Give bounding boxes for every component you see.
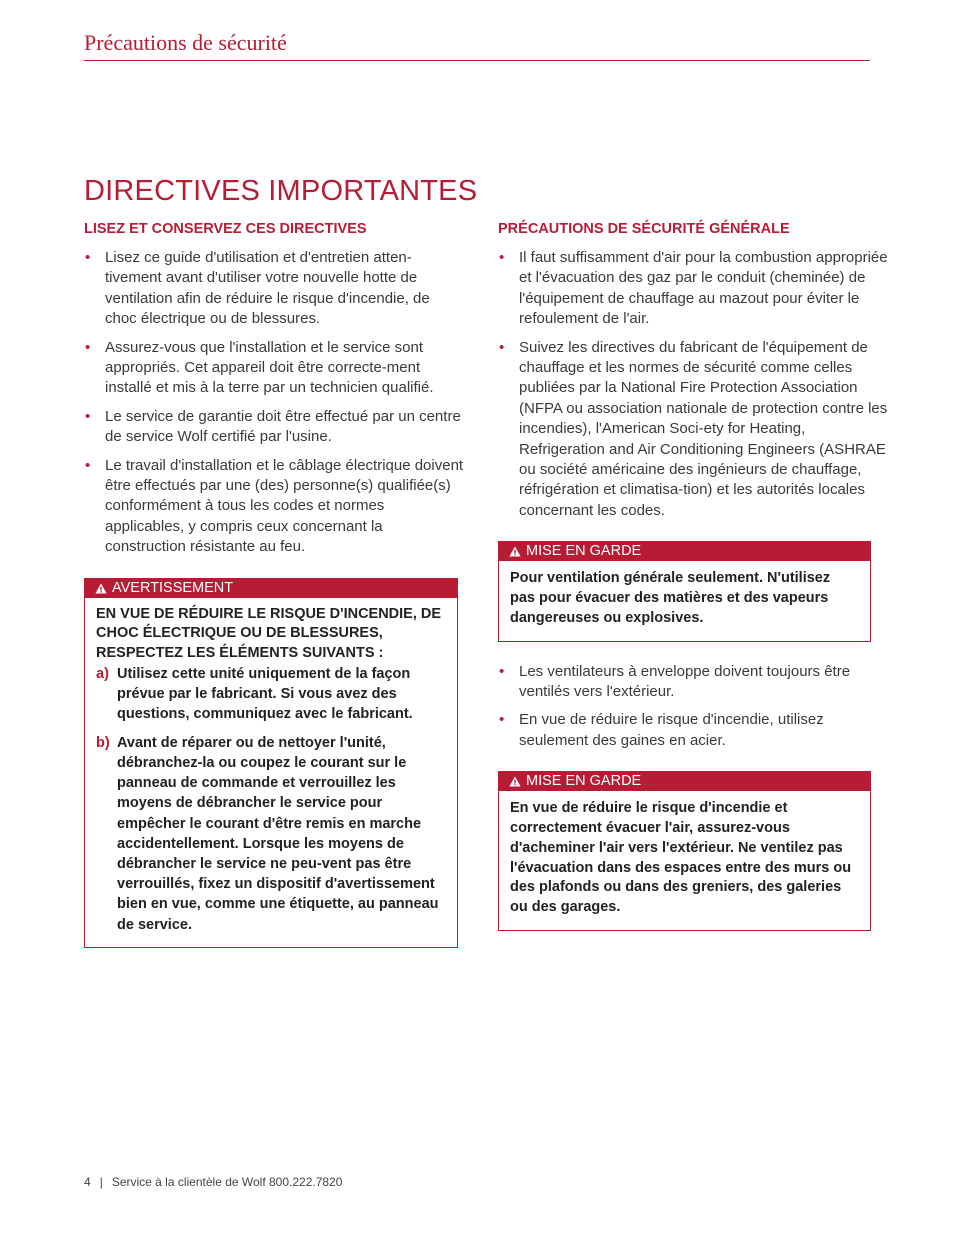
left-column bbox=[84, 221, 464, 948]
item-marker: b) bbox=[96, 734, 110, 751]
warning-item bbox=[96, 733, 446, 935]
item-text: Avant de réparer ou de nettoyer l'unité, débranchez-la ou coupez le courant sur le panneau de commande et verrouillez les moyens de débrancher le service pour empêcher le courant d'être remis en marche accidentellement. Lorsque les moyens de débrancher le service ne peu-vent pas être verrouillés, fixez un dispositif d'avertissement bien en vue, comme une étiquette, au panneau de service. bbox=[117, 734, 439, 933]
item-text: Utilisez cette unité uniquement de la façon prévue par le fabricant. Si vous avez des questions, communiquez avec le fabricant. bbox=[117, 666, 413, 723]
caution-box-header bbox=[499, 772, 870, 791]
list-item: • Le service de garantie doit être effectué par un centre de service Wolf certifié par l'usine. bbox=[84, 407, 464, 448]
left-bullet-list bbox=[84, 248, 464, 558]
caution-body bbox=[499, 561, 870, 640]
list-item: • En vue de réduire le risque d'incendie, utilisez seulement des gaines en acier. bbox=[498, 710, 888, 751]
item-marker: a) bbox=[96, 666, 109, 683]
warning-lead: EN VUE DE RÉDUIRE LE RISQUE D'INCENDIE, DE CHOC ÉLECTRIQUE OU DE BLESSURES, RESPECTEZ LES ÉLÉMENTS SUIVANTS : bbox=[96, 605, 442, 662]
warning-box-header bbox=[85, 579, 457, 598]
warning-label: AVERTISSEMENT bbox=[112, 579, 234, 596]
caution-box bbox=[498, 771, 871, 931]
page-footer bbox=[84, 1175, 342, 1189]
caution-box bbox=[498, 541, 871, 641]
warning-list bbox=[96, 664, 446, 935]
caution-text: En vue de réduire le risque d'incendie et correctement évacuer l'air, assurez-vous d'acheminer l'air vers l'extérieur. Ne ventilez pas l'évacuation dans des espaces entre des murs ou des plafonds ou dans des greniers, des galeries ou des garages. bbox=[510, 800, 852, 916]
page-number: 4 bbox=[84, 1175, 91, 1189]
section-title: Précautions de sécurité bbox=[84, 30, 287, 55]
list-item: • Le travail d'installation et le câblage électrique doivent être effectués par une (des) personne(s) qualifiée(s) conformément à tous les codes et normes applicables, y compris ceux concernant la construction résistante au feu. bbox=[84, 456, 464, 558]
right-bullet-list bbox=[498, 248, 888, 521]
footer-contact: Service à la clientèle de Wolf 800.222.7820 bbox=[111, 1175, 343, 1189]
right-column bbox=[498, 221, 888, 931]
caution-text: Pour ventilation générale seulement. N'utilisez pas pour évacuer des matières et des vapeurs dangereuses ou explosives. bbox=[510, 570, 831, 626]
caution-body bbox=[499, 791, 870, 930]
right-section-heading: PRÉCAUTIONS DE SÉCURITÉ GÉNÉRALE bbox=[498, 221, 790, 237]
footer-separator: | bbox=[99, 1175, 103, 1189]
caution-label: MISE EN GARDE bbox=[526, 543, 642, 560]
list-item: • Suivez les directives du fabricant de l'équipement de chauffage et les normes de sécurité comme celles publiées par la National Fire Protection Association (NFPA ou association nationale de protection contre les incendies), l'American Soci-ety for Heating, Refrigeration and Air Conditioning Engineers (ASHRAE ou société américaine des ingénieurs de chauffage, réfrigération et climatisa-tion) et les autorités locales concernant les codes. bbox=[498, 338, 888, 522]
caution-label: MISE EN GARDE bbox=[526, 773, 642, 790]
caution-box-header bbox=[499, 542, 870, 561]
warning-triangle-icon bbox=[95, 583, 107, 594]
list-item: • Les ventilateurs à enveloppe doivent toujours être ventilés vers l'extérieur. bbox=[498, 662, 888, 703]
page-title: DIRECTIVES IMPORTANTES bbox=[84, 175, 478, 207]
list-item: • Lisez ce guide d'utilisation et d'entretien atten-tivement avant d'utiliser votre nouvelle hotte de ventilation afin de réduire le risque d'incendie, de choc électrique ou de blessures. bbox=[84, 248, 464, 330]
left-section-heading: LISEZ ET CONSERVEZ CES DIRECTIVES bbox=[84, 221, 367, 237]
page-header bbox=[84, 30, 870, 61]
warning-item bbox=[96, 664, 446, 725]
warning-triangle-icon bbox=[509, 546, 521, 557]
warning-body bbox=[85, 598, 457, 947]
list-item: • Il faut suffisamment d'air pour la combustion appropriée et l'évacuation des gaz par le conduit (cheminée) de l'équipement de chauffage au mazout pour éviter le refoulement de l'air. bbox=[498, 248, 888, 330]
list-item: • Assurez-vous que l'installation et le service sont appropriés. Cet appareil doit être correcte-ment installé et mis à la terre par un technicien qualifié. bbox=[84, 338, 464, 399]
warning-triangle-icon bbox=[509, 776, 521, 787]
warning-box bbox=[84, 578, 458, 948]
right-bullet-list-2 bbox=[498, 662, 888, 752]
